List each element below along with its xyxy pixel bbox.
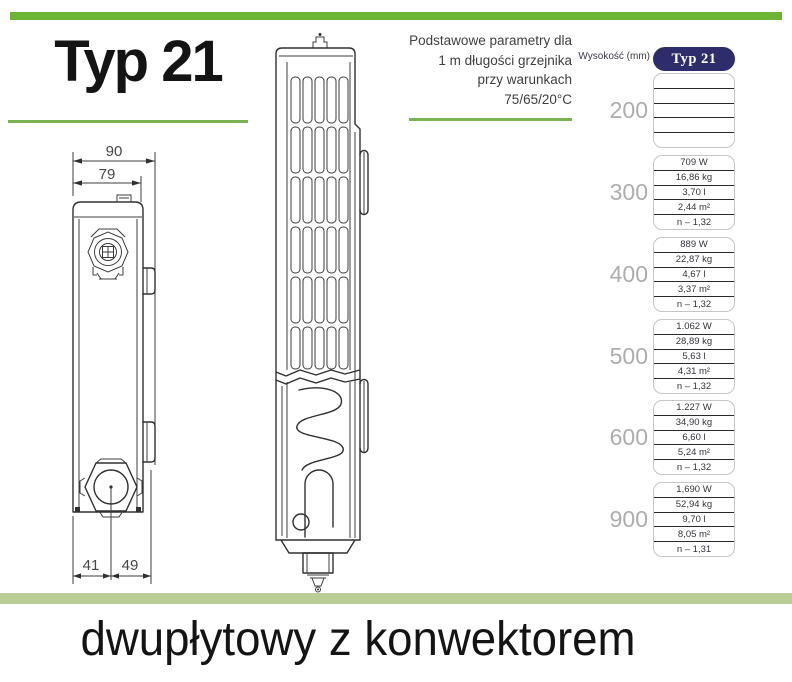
foot-right: [136, 507, 141, 512]
spec-cell: n – 1,32: [676, 461, 712, 473]
height-unit-label: Wysokość (mm): [578, 51, 650, 62]
params-note: [320, 31, 572, 109]
spec-cell: n – 1,32: [676, 380, 712, 392]
height-label: 400: [609, 261, 648, 287]
spec-cell: 6,60 l: [654, 431, 734, 446]
title-underline: [8, 120, 248, 123]
spec-cell: [654, 133, 734, 147]
height-label: 300: [609, 179, 648, 205]
params-note-line: Podstawowe parametry dla: [409, 33, 572, 48]
front-wall-bracket-upper: [360, 151, 368, 215]
wall-bracket-upper: [143, 268, 155, 294]
type-header-pill: Typ 21: [653, 47, 735, 71]
spec-cell: 889 W: [654, 238, 734, 253]
convector-fin: [293, 388, 343, 537]
top-accent-bar: [10, 12, 782, 20]
front-view-body: [276, 33, 360, 540]
spec-cell: 22,87 kg: [654, 253, 734, 268]
spec-cell: 5,24 m²: [654, 445, 734, 460]
side-view-body: [73, 195, 143, 512]
dim-79-label: 79: [98, 166, 116, 183]
top-valve-detail: [88, 229, 128, 279]
spec-group-300: [653, 155, 735, 230]
spec-cell: 4,67 l: [654, 268, 734, 283]
spec-cell: 34,90 kg: [654, 416, 734, 431]
spec-cell: 5,63 l: [654, 350, 734, 365]
height-label: 900: [609, 506, 648, 532]
spec-cell: 16,86 kg: [654, 171, 734, 186]
spec-cell: 2,44 m²: [654, 200, 734, 215]
spec-cell: [654, 89, 734, 104]
spec-cell: 709 W: [654, 156, 734, 171]
bottom-accent-bar: [0, 593, 792, 604]
wall-bracket-lower: [143, 422, 155, 462]
spec-group-600: [653, 400, 735, 475]
page-subtitle: dwupłytowy z konwektorem: [80, 613, 636, 666]
params-note-line: 75/65/20°C: [504, 91, 572, 107]
spec-cell: n – 1,32: [676, 216, 712, 228]
spec-group-500: [653, 319, 735, 394]
spec-cell: [654, 118, 734, 133]
spec-cell: 1.062 W: [654, 320, 734, 335]
spec-group-400: [653, 237, 735, 312]
spec-cell: [654, 104, 734, 119]
cutaway-break-lines: [276, 370, 360, 384]
height-label: 600: [609, 424, 648, 450]
spec-cell: 4,31 m²: [654, 364, 734, 379]
spec-cell: n – 1,32: [676, 298, 712, 310]
params-note-line: przy warunkach: [477, 72, 572, 87]
spec-cell: 3,37 m²: [654, 282, 734, 297]
spec-cell: 3,70 l: [654, 186, 734, 201]
height-label: 500: [609, 343, 648, 369]
spec-cell: 1.227 W: [654, 401, 734, 416]
page-title: Typ 21: [54, 29, 222, 94]
front-wall-bracket-lower: [360, 380, 368, 453]
radiator-side-view-drawing: [33, 140, 203, 592]
spec-group-200: [653, 73, 735, 148]
spec-cell: 8,05 m²: [654, 527, 734, 542]
spec-cell: 52,94 kg: [654, 498, 734, 513]
spec-group-900: [653, 482, 735, 557]
foot-left: [75, 507, 80, 512]
params-note-underline: [409, 118, 572, 121]
bottom-drain-valve: [276, 540, 360, 592]
dim-90-label: 90: [105, 143, 123, 160]
spec-cell: [654, 74, 734, 89]
params-note-line: 1 m długości grzejnika: [438, 52, 572, 68]
spec-cell: 28,89 kg: [654, 335, 734, 350]
spec-cell: 9,70 l: [654, 513, 734, 528]
dim-49-label: 49: [121, 557, 139, 574]
spec-cell: n – 1,31: [676, 543, 712, 555]
front-grille-slots: [291, 77, 348, 369]
height-label: 200: [609, 97, 648, 123]
dim-41-label: 41: [82, 557, 100, 574]
spec-cell: 1,690 W: [654, 483, 734, 498]
